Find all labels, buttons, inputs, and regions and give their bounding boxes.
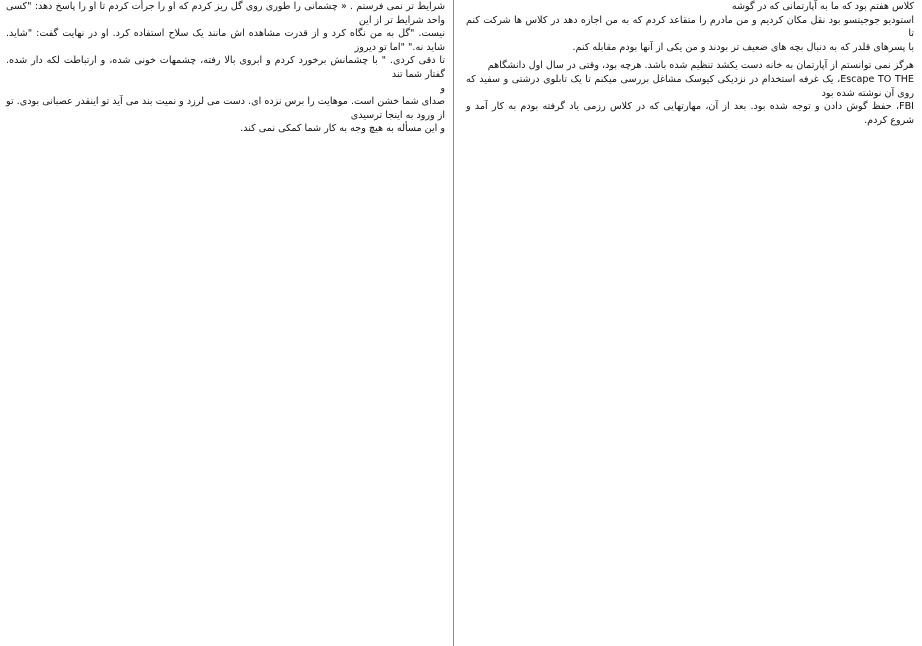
paragraph-line: صدای شما خشن است. موهایت را برس نزده ای. دست می لرزد و نمیت بند می آید تو اینقدر عصبانی بودی. تو از ورود به اینجا ترسیدی <box>6 96 445 121</box>
paragraph-line: با پسرهای قلدر که به دنبال بچه های ضعیف تر بودند و من یکی از آنها بودم مقابله کنم. <box>572 41 914 53</box>
right-text-column <box>462 0 922 646</box>
paragraph-line: و <box>440 82 445 94</box>
left-text-column <box>0 0 449 646</box>
paragraph-line: هرگز نمی توانستم از آپارتمان به خانه دست یکشد تنظیم شده باشد. هرچه بود، وقتی در سال اول دانشگاهم <box>487 60 914 72</box>
paragraph-line: و این مسأله به هیچ وجه به کار شما کمکی نمی کند. <box>240 123 445 135</box>
paragraph-line: Escape TO THE، یک غرفه استخدام در نزدیکی کیوسک مشاغل بررسی میکنم تا یک تابلوی درشتی و سفید که روی آن نوشته شده بود <box>466 73 914 99</box>
paragraph-line: FBI، حفظ گوش دادن و توجه شده بود. بعد از آن، مهارتهایی که در کلاس رزمی یاد گرفته بودم به کار آمد و شروع کردم. <box>466 101 914 126</box>
paragraph-line: نیست. "گل به من نگاه کرد و از قدرت مشاهده اش مانند یک سلاح استفاده کرد. او در نهایت گفت: "شاید. شاید نه." "اما تو دیروز <box>6 28 445 53</box>
paragraph-line: استودیو جوجیتسو بود نقل مکان کردیم و من مادرم را متقاعد کردم که به من اجازه دهد در کلاس ها شرکت کنم تا <box>466 14 914 40</box>
paragraph-line: شرایط تر نمی فرستم . « چشمانی را طوری روی گل ریز کردم که او را جرأت کردم تا او را پاسخ دهد: "کسی واحد شرایط تر از این <box>6 1 445 26</box>
paragraph-line: کلاس هفتم بود که ما به آپارتمانی که در گوشه <box>731 1 914 12</box>
column-divider <box>453 0 454 646</box>
paragraph-line: تا دقی کردی. " با چشمانش برخورد کردم و ابروی بالا رفته، چشمهات خونی شده، و ارتباطت لکه دار شده. گفتار شما تند <box>6 55 445 80</box>
